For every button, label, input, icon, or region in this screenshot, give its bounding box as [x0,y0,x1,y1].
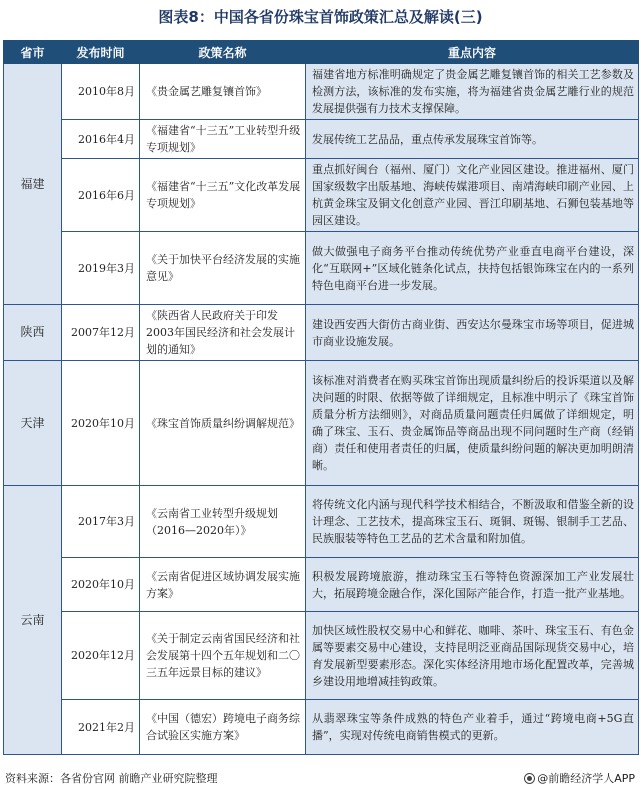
date-cell: 2010年8月 [62,64,140,120]
source-note: 资料来源：各省份官网 前瞻产业研究院整理 [5,772,218,785]
table-row [4,305,639,361]
province-cell: 福建 [4,64,62,305]
table-row [4,558,639,612]
header-content: 重点内容 [306,41,639,64]
table-row [4,700,639,755]
province-cell: 天津 [4,361,62,486]
date-cell: 2016年4月 [62,120,140,159]
policy-cell: 《关于加快平台经济发展的实施意见》 [140,232,306,305]
province-cell: 云南 [4,486,62,755]
content-cell: 福建省地方标准明确规定了贵金属艺雕复镶首饰的相关工艺参数及检测方法，该标准的发布实施，将为福建省贵金属艺雕行业的规范发展提供强有力技术支撑保障。 [306,64,639,120]
policy-cell: 《云南省促进区域协调发展实施方案》 [140,558,306,612]
date-cell: 2007年12月 [62,305,140,361]
content-cell: 该标准对消费者在购买珠宝首饰出现质量纠纷后的投诉渠道以及解决问题的时限、依据等做了详细规定，且标准中明示了《珠宝首饰质量分析方法细则》，对商品质量问题责任归属做了详细规定，明确了珠宝、玉石、贵金属饰品等商品出现不同问题时生产商（经销商）责任和使用者责任的归属，使质量纠纷问题的解决更加明朗清晰。 [306,361,639,486]
policy-cell: 《福建省“十三五”文化改革发展专项规划》 [140,159,306,232]
date-cell: 2020年10月 [62,361,140,486]
policy-table [3,40,639,755]
table-header-row [4,41,639,64]
content-cell: 做大做强电子商务平台推动传统优势产业垂直电商平台建设，深化“互联网+”区域化链条化试点，扶持包括银饰珠宝在内的一系列特色电商平台进一步发展。 [306,232,639,305]
brand-credit [524,770,635,786]
date-cell: 2021年2月 [62,700,140,755]
content-cell: 发展传统工艺品品，重点传承发展珠宝首饰等。 [306,120,639,159]
table-row [4,159,639,232]
policy-cell: 《福建省“十三五”工业转型升级专项规划》 [140,120,306,159]
table-row [4,64,639,120]
date-cell: 2020年10月 [62,558,140,612]
qianzhan-logo-icon [524,773,535,784]
table-row [4,612,639,700]
table-row [4,120,639,159]
province-cell: 陕西 [4,305,62,361]
date-cell: 2019年3月 [62,232,140,305]
brand-label: @前瞻经济学人APP [537,772,635,785]
table-row [4,486,639,558]
content-cell: 建设西安西大街仿古商业街、西安达尔曼珠宝市场等项目，促进城市商业设施发展。 [306,305,639,361]
content-cell: 加快区域性股权交易中心和鲜花、咖啡、茶叶、珠宝玉石、有色金属等要素交易中心建设，支持昆明泛亚商品国际现货交易中心，培育发展新型要素形态。深化实体经济用地市场化配置改革，完善城乡建设用地增减挂钩政策。 [306,612,639,700]
header-province: 省市 [4,41,62,64]
header-policy: 政策名称 [140,41,306,64]
policy-cell: 《云南省工业转型升级规划（2016—2020年）》 [140,486,306,558]
content-cell: 重点抓好闽台（福州、厦门）文化产业园区建设。推进福州、厦门国家级数字出版基地、海峡传媒港项目、南靖海峡印刷产业园、上杭黄金珠宝及铜文化创意产业园、晋江印刷基地、石狮包装基地等园区建设。 [306,159,639,232]
table-row [4,232,639,305]
page-title: 图表8：中国各省份珠宝首饰政策汇总及解读(三) [158,8,483,26]
header-date: 发布时间 [62,41,140,64]
policy-cell: 《中国（德宏）跨境电子商务综合试验区实施方案》 [140,700,306,755]
policy-cell: 《贵金属艺雕复镶首饰》 [140,64,306,120]
policy-cell: 《珠宝首饰质量纠纷调解规范》 [140,361,306,486]
content-cell: 从翡翠珠宝等条件成熟的特色产业着手，通过“跨境电商+5G直播”，实现对传统电商销售模式的更新。 [306,700,639,755]
table-row [4,361,639,486]
policy-cell: 《关于制定云南省国民经济和社会发展第十四个五年规划和二〇三五年远景目标的建议》 [140,612,306,700]
content-cell: 积极发展跨境旅游，推动珠宝玉石等特色资源深加工产业发展壮大，拓展跨境金融合作，深化国际产能合作，打造一批产业基地。 [306,558,639,612]
date-cell: 2020年12月 [62,612,140,700]
date-cell: 2017年3月 [62,486,140,558]
content-cell: 将传统文化内涵与现代科学技术相结合，不断汲取和借鉴全新的设计理念、工艺技术，提高珠宝玉石、斑铜、斑锡、银制手工艺品、民族服装等特色工艺品的艺术含量和附加值。 [306,486,639,558]
policy-cell: 《陕西省人民政府关于印发2003年国民经济和社会发展计划的通知》 [140,305,306,361]
date-cell: 2016年6月 [62,159,140,232]
